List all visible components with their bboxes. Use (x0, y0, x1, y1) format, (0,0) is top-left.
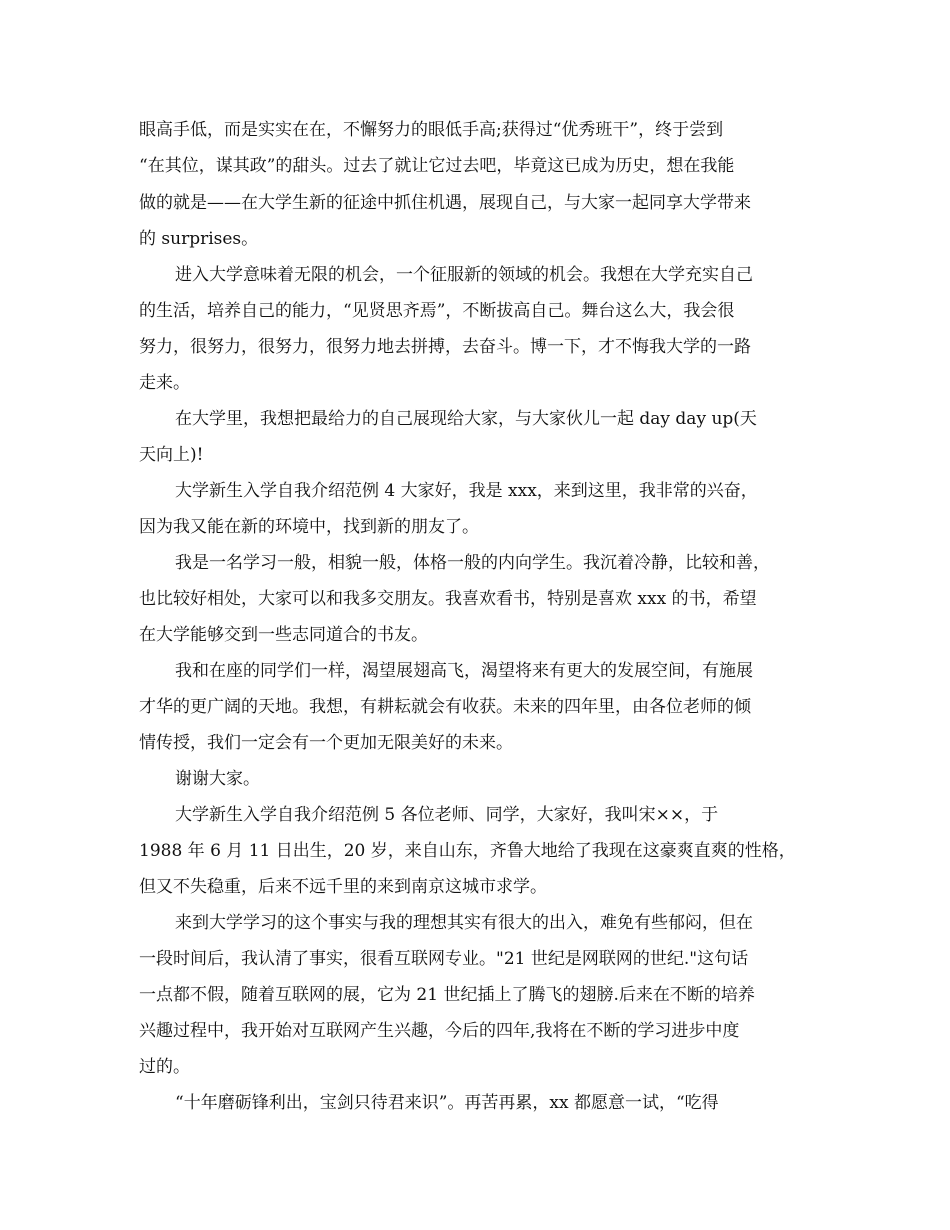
text-line: 1988 年 6 月 11 日出生，20 岁，来自山东，齐鲁大地给了我现在这豪爽直爽的性格， (139, 841, 796, 861)
paragraph-first-line: 来到大学学习的这个事实与我的理想其实有很大的出入，难免有些郁闷，但在 (175, 913, 753, 933)
text-line: 天向上)! (139, 445, 204, 465)
paragraph-first-line: 在大学里，我想把最给力的自己展现给大家，与大家伙儿一起 day day up(天 (175, 409, 757, 429)
text-line: 也比较好相处，大家可以和我多交朋友。我喜欢看书，特别是喜欢 xxx 的书，希望 (139, 589, 757, 609)
text-line: 的 surprises。 (139, 229, 259, 249)
text-line: 一段时间后，我认清了事实，很看互联网专业。"21 世纪是网联网的世纪."这句话 (139, 949, 749, 969)
text-line: 但又不失稳重，后来不远千里的来到南京这城市求学。 (139, 877, 547, 897)
text-line: 一点都不假，随着互联网的展，它为 21 世纪插上了腾飞的翅膀.后来在不断的培养 (139, 985, 755, 1005)
paragraph-first-line: “十年磨砺锋利出，宝剑只待君来识”。再苦再累，xx 都愿意一试，“吃得 (175, 1093, 719, 1113)
paragraph-first-line: 我是一名学习一般，相貌一般，体格一般的内向学生。我沉着冷静，比较和善， (175, 553, 770, 573)
text-line: 因为我又能在新的环境中，找到新的朋友了。 (139, 517, 479, 537)
text-line: 过的。 (139, 1057, 190, 1077)
text-line: 眼高手低，而是实实在在，不懈努力的眼低手高;获得过“优秀班干”，终于尝到 (139, 120, 724, 140)
example-heading-line: 大学新生入学自我介绍范例 4 大家好，我是 xxx，来到这里，我非常的兴奋， (175, 481, 758, 501)
text-line: 努力，很努力，很努力，很努力地去拼搏，去奋斗。博一下，才不悔我大学的一路 (139, 337, 751, 357)
text-line: 做的就是——在大学生新的征途中抓住机遇，展现自己，与大家一起同享大学带来 (139, 193, 751, 213)
paragraph-first-line: 我和在座的同学们一样，渴望展翅高飞，渴望将来有更大的发展空间，有施展 (175, 661, 753, 681)
paragraph-first-line: 谢谢大家。 (175, 769, 260, 789)
paragraph-first-line: 进入大学意味着无限的机会，一个征服新的领域的机会。我想在大学充实自己 (175, 265, 753, 285)
example-heading-line: 大学新生入学自我介绍范例 5 各位老师、同学，大家好，我叫宋××，于 (175, 805, 719, 825)
text-line: “在其位，谋其政”的甜头。过去了就让它过去吧，毕竟这已成为历史，想在我能 (139, 156, 735, 176)
text-line: 才华的更广阔的天地。我想，有耕耘就会有收获。未来的四年里，由各位老师的倾 (139, 697, 751, 717)
text-line: 走来。 (139, 373, 190, 393)
text-line: 在大学能够交到一些志同道合的书友。 (139, 625, 428, 645)
text-line: 兴趣过程中，我开始对互联网产生兴趣，今后的四年,我将在不断的学习进步中度 (139, 1021, 740, 1041)
text-line: 的生活，培养自己的能力，“见贤思齐焉”，不断拔高自己。舞台这么大，我会很 (139, 301, 735, 321)
text-line: 情传授，我们一定会有一个更加无限美好的未来。 (139, 733, 513, 753)
